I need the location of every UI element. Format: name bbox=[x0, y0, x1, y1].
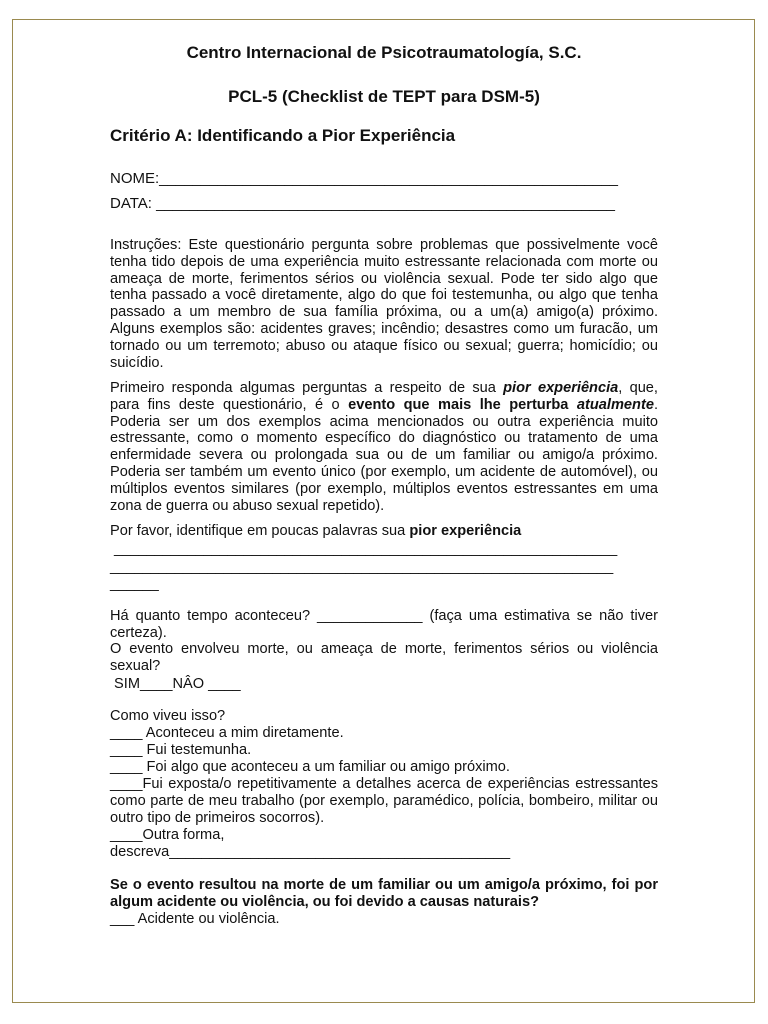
how-describe-field[interactable]: descreva__________________________________________ bbox=[110, 844, 511, 860]
date-field[interactable]: DATA: _______________________________________________________ bbox=[110, 195, 615, 212]
worst-text-3: . Poderia ser um dos exemplos acima mencionados ou outra experiência muito estressante, como o momento específico do diagnóstico ou tratamento de uma enfermidade severa ou prolongada sua ou de um familiar ou amigo/a próximo. Poderia ser também um evento único (por exemplo, um acidente de automóvel), ou múltiplos eventos similares (por exemplo, múltiplos eventos estressantes em uma zona de guerra ou abuso sexual repetido). bbox=[110, 396, 658, 514]
criterion-heading: Critério A: Identificando a Pior Experiência bbox=[110, 126, 456, 145]
worst-bold-3: atualmente bbox=[576, 396, 654, 413]
when-question: Há quanto tempo aconteceu? _____________ (faça uma estimativa se não tiver certeza). bbox=[110, 608, 658, 641]
involved-question: O evento envolveu morte, ou ameaça de morte, ferimentos sérios ou violência sexual? bbox=[110, 641, 658, 674]
how-option-direct[interactable]: ____ Aconteceu a mim diretamente. bbox=[110, 725, 344, 741]
yes-no-answer[interactable]: SIM____NÂO ____ bbox=[110, 676, 241, 692]
identify-line-1[interactable]: ______________________________________________________________ bbox=[110, 541, 618, 557]
worst-experience-paragraph bbox=[110, 380, 658, 514]
identify-bold: pior experiência bbox=[409, 523, 522, 539]
death-option-accident[interactable]: ___ Acidente ou violência. bbox=[110, 911, 280, 927]
death-question: Se o evento resultou na morte de um familiar ou um amigo/a próximo, foi por algum acidente ou violência, ou foi devido a causas naturais? bbox=[110, 877, 658, 910]
worst-bold-1: pior experiência bbox=[503, 380, 619, 396]
how-option-other[interactable]: ____Outra forma, bbox=[110, 827, 225, 843]
worst-text-2: , que, para fins deste questionário, é o bbox=[110, 380, 658, 413]
document-title: PCL-5 (Checklist de TEPT para DSM-5) bbox=[228, 87, 540, 106]
how-option-family[interactable]: ____ Foi algo que aconteceu a um familiar ou amigo próximo. bbox=[110, 759, 510, 775]
how-option-witness[interactable]: ____ Fui testemunha. bbox=[110, 742, 252, 758]
worst-bold-2: evento que mais lhe perturba bbox=[348, 396, 577, 413]
how-option-work[interactable]: ____Fui exposta/o repetitivamente a detalhes acerca de experiências estressantes como parte de meu trabalho (por exemplo, paramédico, polícia, bombeiro, militar ou outro tipo de primeiros socorros). bbox=[110, 776, 658, 826]
instructions-paragraph: Instruções: Este questionário pergunta sobre problemas que possivelmente você tenha tido depois de uma experiência muito estressante relacionada com morte ou ameaça de morte, ferimentos sérios ou violência sexual. Pode ter sido algo que tenha passado a você diretamente, algo do que foi testemunha, ou algo que tenha passado a um membro de sua família próxima, ou a um(a) amigo(a) próximo. Alguns exemplos são: acidentes graves; incêndio; desastres como um furacão, um tornado ou um terremoto; abuso ou ataque físico ou sexual; guerra; homicídio; ou suicídio. bbox=[110, 237, 658, 371]
identify-prompt bbox=[110, 523, 521, 540]
how-question: Como viveu isso? bbox=[110, 708, 226, 724]
identify-prefix: Por favor, identifique em poucas palavras sua bbox=[110, 523, 410, 539]
worst-text-1: Primeiro responda algumas perguntas a respeito de sua bbox=[110, 380, 504, 396]
identify-line-2[interactable]: ______________________________________________________________ bbox=[110, 559, 614, 575]
organization-title: Centro Internacional de Psicotraumatología, S.C. bbox=[186, 43, 582, 62]
identify-line-3[interactable]: ______ bbox=[110, 576, 159, 592]
name-field[interactable]: NOME:_______________________________________________________ bbox=[110, 170, 618, 187]
